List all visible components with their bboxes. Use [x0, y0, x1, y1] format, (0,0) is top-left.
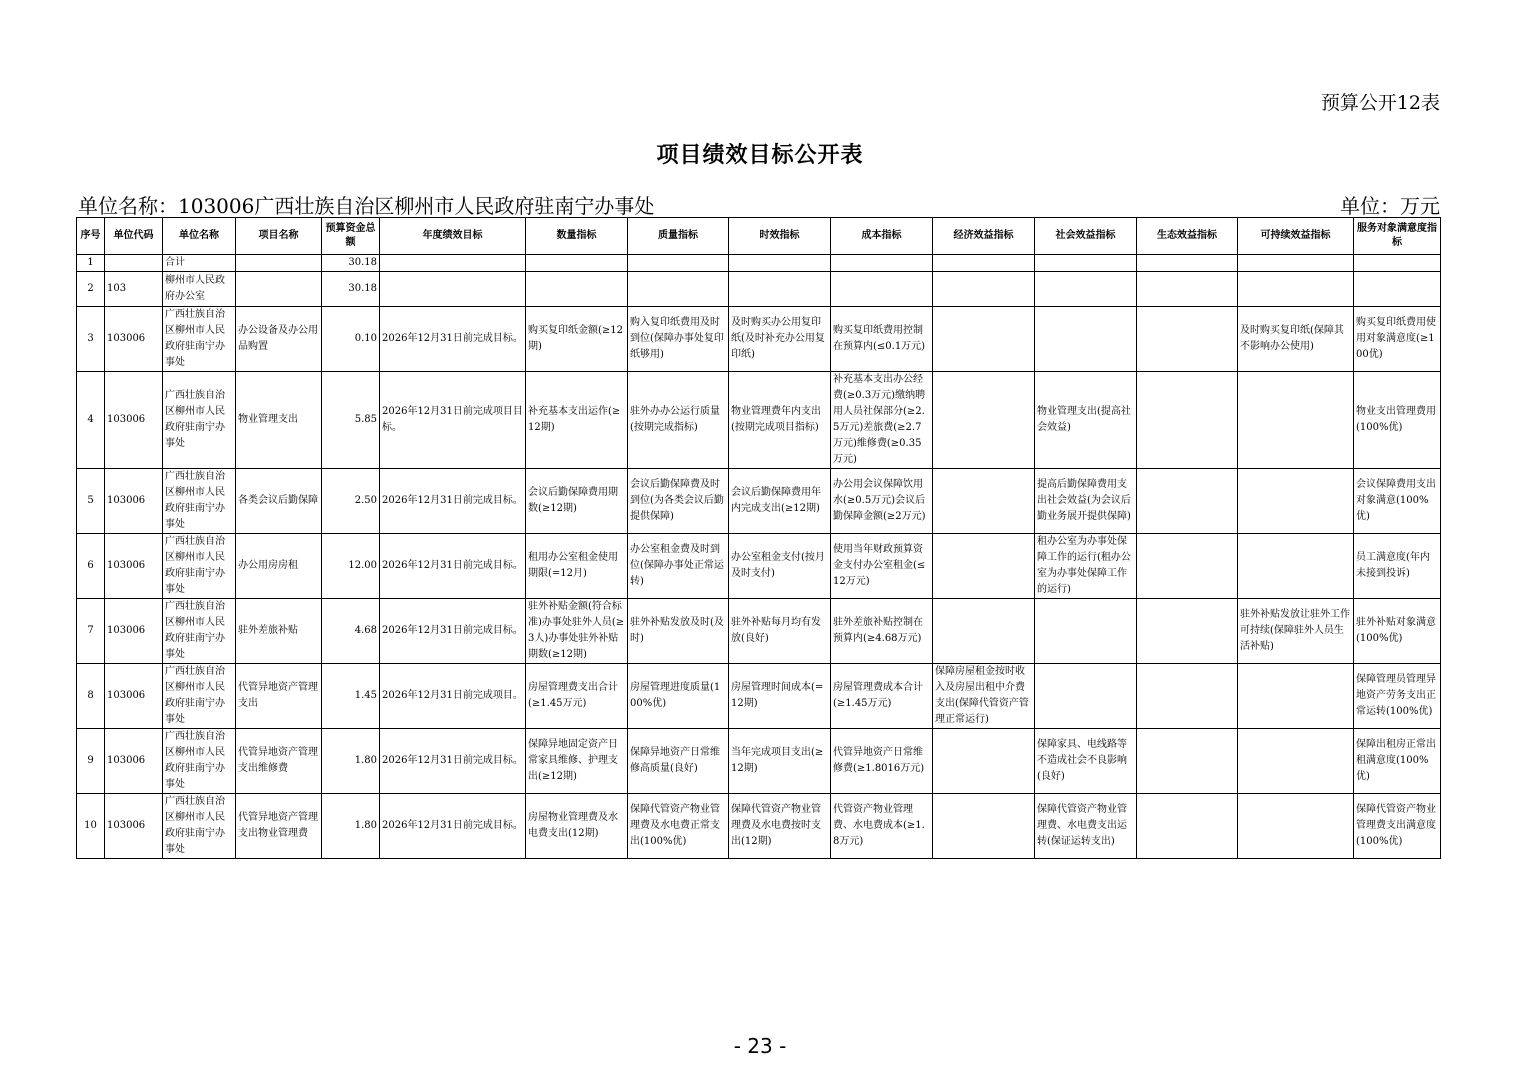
table-cell: [1137, 664, 1238, 729]
table-cell: [236, 255, 322, 272]
table-row: [77, 729, 1441, 794]
table-cell: 柳州市人民政府办公室: [163, 272, 236, 307]
table-cell: 驻外补贴发放让驻外工作可持续(保障驻外人员生活补贴): [1238, 599, 1354, 664]
table-cell: 广西壮族自治区柳州市人民政府驻南宁办事处: [163, 664, 236, 729]
table-cell: [1137, 372, 1238, 469]
table-cell: 103006: [105, 729, 163, 794]
table-cell: [933, 534, 1035, 599]
table-cell: [1035, 272, 1137, 307]
table-cell: 租办公室为办事处保障工作的运行(租办公室为办事处保障工作的运行): [1035, 534, 1137, 599]
column-header: 数量指标: [526, 218, 628, 255]
table-cell: 房屋管理费支出合计(≥1.45万元): [526, 664, 628, 729]
column-header: 单位代码: [105, 218, 163, 255]
table-header: [77, 218, 1441, 255]
column-header: 经济效益指标: [933, 218, 1035, 255]
table-cell: 103006: [105, 372, 163, 469]
table-cell: [933, 794, 1035, 859]
table-cell: 广西壮族自治区柳州市人民政府驻南宁办事处: [163, 307, 236, 372]
table-cell: 广西壮族自治区柳州市人民政府驻南宁办事处: [163, 794, 236, 859]
table-cell: 各类会议后勤保障: [236, 469, 322, 534]
column-header: 社会效益指标: [1035, 218, 1137, 255]
table-cell: [105, 255, 163, 272]
table-cell: 保障代管资产物业管理费及水电费按时支出(12期): [729, 794, 831, 859]
table-row: [77, 469, 1441, 534]
table-cell: [933, 372, 1035, 469]
table-cell: [1137, 794, 1238, 859]
table-cell: 保障代管资产物业管理费支出满意度(100%优): [1354, 794, 1441, 859]
table-cell: 补充基本支出运作(≥12期): [526, 372, 628, 469]
table-cell: 物业支出管理费用(100%优): [1354, 372, 1441, 469]
table-cell: [380, 272, 526, 307]
table-cell: 当年完成项目支出(≥12期): [729, 729, 831, 794]
table-cell: 驻外补贴对象满意(100%优): [1354, 599, 1441, 664]
column-header: 可持续效益指标: [1238, 218, 1354, 255]
table-cell: 房屋物业管理费及水电费支出(12期): [526, 794, 628, 859]
table-cell: [1035, 307, 1137, 372]
performance-table: [76, 217, 1441, 859]
column-header: 预算资金总额: [322, 218, 380, 255]
table-cell: 7: [77, 599, 105, 664]
unit-name: 单位名称：103006广西壮族自治区柳州市人民政府驻南宁办事处: [78, 194, 655, 218]
table-cell: 30.18: [322, 272, 380, 307]
table-cell: [1137, 599, 1238, 664]
table-cell: [1035, 255, 1137, 272]
table-cell: [380, 255, 526, 272]
page-title: 项目绩效目标公开表: [656, 142, 864, 168]
table-cell: 合计: [163, 255, 236, 272]
table-row: [77, 599, 1441, 664]
column-header: 质量指标: [628, 218, 729, 255]
table-cell: 驻外补贴金额(符合标准)办事处驻外人员(≥3人)办事处驻外补贴期数(≥12期): [526, 599, 628, 664]
table-cell: 30.18: [322, 255, 380, 272]
table-cell: 驻外补贴每月均有发放(良好): [729, 599, 831, 664]
table-cell: 会议后勤保障费用期数(≥12期): [526, 469, 628, 534]
table-cell: 广西壮族自治区柳州市人民政府驻南宁办事处: [163, 599, 236, 664]
table-cell: 4.68: [322, 599, 380, 664]
table-cell: 103006: [105, 307, 163, 372]
table-cell: 103006: [105, 664, 163, 729]
column-header: 单位名称: [163, 218, 236, 255]
table-cell: 购买复印纸费用使用对象满意度(≥100优): [1354, 307, 1441, 372]
table-cell: [729, 255, 831, 272]
table-body: [77, 255, 1441, 859]
table-cell: 2026年12月31日前完成目标。: [380, 307, 526, 372]
table-cell: 代管异地资产管理支出物业管理费: [236, 794, 322, 859]
table-cell: [933, 599, 1035, 664]
table-cell: [933, 272, 1035, 307]
table-cell: 9: [77, 729, 105, 794]
page-number: - 23 -: [733, 1034, 787, 1058]
table-cell: [1137, 729, 1238, 794]
table-cell: 保障代管资产物业管理费及水电费正常支出(100%优): [628, 794, 729, 859]
table-cell: 办公室租金费及时到位(保障办事处正常运转): [628, 534, 729, 599]
table-cell: 保障家具、电线路等不造成社会不良影响(良好): [1035, 729, 1137, 794]
table-cell: 2026年12月31日前完成项目目标。: [380, 372, 526, 469]
table-cell: [1238, 729, 1354, 794]
table-cell: 2: [77, 272, 105, 307]
table-cell: 物业管理费年内支出(按期完成项目指标): [729, 372, 831, 469]
table-cell: 购买复印纸费用控制在预算内(≤0.1万元): [831, 307, 933, 372]
table-cell: 4: [77, 372, 105, 469]
table-cell: 房屋管理时间成本(=12期): [729, 664, 831, 729]
table-cell: 物业管理支出: [236, 372, 322, 469]
table-row: [77, 255, 1441, 272]
table-cell: [1137, 469, 1238, 534]
column-header: 服务对象满意度指标: [1354, 218, 1441, 255]
column-header: 生态效益指标: [1137, 218, 1238, 255]
table-cell: 5: [77, 469, 105, 534]
table-cell: [1137, 272, 1238, 307]
table-cell: 使用当年财政预算资金支付办公室租金(≤12万元): [831, 534, 933, 599]
table-cell: 代管资产物业管理费、水电费成本(≥1.8万元): [831, 794, 933, 859]
table-cell: 2026年12月31日前完成目标。: [380, 599, 526, 664]
table-cell: [831, 255, 933, 272]
table-cell: 保障异地资产日常维修高质量(良好): [628, 729, 729, 794]
table-cell: 1.80: [322, 794, 380, 859]
table-cell: 代管异地资产管理支出: [236, 664, 322, 729]
table-cell: 员工满意度(年内未接到投诉): [1354, 534, 1441, 599]
table-cell: 购买复印纸金额(≥12期): [526, 307, 628, 372]
table-cell: [1137, 255, 1238, 272]
table-cell: 103006: [105, 599, 163, 664]
table-cell: 购入复印纸费用及时到位(保障办事处复印纸够用): [628, 307, 729, 372]
table-cell: 办公用房房租: [236, 534, 322, 599]
unit-label: 单位：万元: [1340, 194, 1440, 218]
table-cell: [831, 272, 933, 307]
table-cell: 广西壮族自治区柳州市人民政府驻南宁办事处: [163, 729, 236, 794]
table-cell: 3: [77, 307, 105, 372]
table-cell: 保障管理员管理异地资产劳务支出正常运转(100%优): [1354, 664, 1441, 729]
table-cell: 广西壮族自治区柳州市人民政府驻南宁办事处: [163, 534, 236, 599]
table-cell: 补充基本支出办公经费(≥0.3万元)缴纳聘用人员社保部分(≥2.5万元)差旅费(≥2.7万元)维修费(≥0.35万元): [831, 372, 933, 469]
table-cell: 房屋管理进度质量(100%优): [628, 664, 729, 729]
table-cell: [1137, 534, 1238, 599]
table-cell: 提高后勤保障费用支出社会效益(为会议后勤业务展开提供保障): [1035, 469, 1137, 534]
table-cell: [1354, 255, 1441, 272]
table-row: [77, 307, 1441, 372]
column-header: 年度绩效目标: [380, 218, 526, 255]
table-cell: [1137, 307, 1238, 372]
table-cell: 办公室租金支付(按月及时支付): [729, 534, 831, 599]
table-cell: 物业管理支出(提高社会效益): [1035, 372, 1137, 469]
table-cell: 6: [77, 534, 105, 599]
table-cell: 房屋管理费成本合计(≥1.45万元): [831, 664, 933, 729]
table-row: [77, 534, 1441, 599]
table-cell: [729, 272, 831, 307]
table-cell: [1238, 469, 1354, 534]
table-cell: 驻外补贴发放及时(及时): [628, 599, 729, 664]
table-row: [77, 372, 1441, 469]
table-cell: 1.80: [322, 729, 380, 794]
table-cell: 保障房屋租金按时收入及房屋出租中介费支出(保障代管资产管理正常运行): [933, 664, 1035, 729]
table-cell: 代管异地资产管理支出维修费: [236, 729, 322, 794]
table-cell: [628, 272, 729, 307]
table-cell: [1035, 664, 1137, 729]
table-row: [77, 664, 1441, 729]
table-cell: [1238, 272, 1354, 307]
table-cell: [526, 255, 628, 272]
table-cell: 10: [77, 794, 105, 859]
table-cell: 103006: [105, 534, 163, 599]
table-cell: 代管异地资产日常维修费(≥1.8016万元): [831, 729, 933, 794]
table-cell: 103: [105, 272, 163, 307]
table-cell: 103006: [105, 794, 163, 859]
table-cell: [933, 729, 1035, 794]
table-code: 预算公开12表: [1320, 92, 1440, 114]
table-cell: [628, 255, 729, 272]
table-cell: 会议后勤保障费用年内完成支出(≥12期): [729, 469, 831, 534]
column-header: 成本指标: [831, 218, 933, 255]
column-header: 项目名称: [236, 218, 322, 255]
table-cell: 保障代管资产物业管理费、水电费支出运转(保证运转支出): [1035, 794, 1137, 859]
table-cell: 保障异地固定资产日常家具维修、护理支出(≥12期): [526, 729, 628, 794]
table-cell: 1.45: [322, 664, 380, 729]
table-cell: [1238, 372, 1354, 469]
table-cell: [933, 307, 1035, 372]
table-cell: 驻外差旅补贴控制在预算内(≥4.68万元): [831, 599, 933, 664]
table-cell: [1238, 255, 1354, 272]
table-cell: 广西壮族自治区柳州市人民政府驻南宁办事处: [163, 372, 236, 469]
column-header: 时效指标: [729, 218, 831, 255]
table-cell: [1035, 599, 1137, 664]
table-cell: [933, 255, 1035, 272]
table-cell: 驻外办办公运行质量(按期完成指标): [628, 372, 729, 469]
table-row: [77, 272, 1441, 307]
table-cell: 办公设备及办公用品购置: [236, 307, 322, 372]
table-cell: 会议保障费用支出对象满意(100%优): [1354, 469, 1441, 534]
table-row: [77, 794, 1441, 859]
table-cell: 保障出租房正常出租满意度(100%优): [1354, 729, 1441, 794]
table-cell: 及时购买复印纸(保障其不影响办公使用): [1238, 307, 1354, 372]
table-cell: 2.50: [322, 469, 380, 534]
table-cell: 8: [77, 664, 105, 729]
table-cell: 会议后勤保障费及时到位(为各类会议后勤提供保障): [628, 469, 729, 534]
table-cell: 5.85: [322, 372, 380, 469]
table-cell: 2026年12月31日前完成目标。: [380, 794, 526, 859]
table-cell: [526, 272, 628, 307]
table-cell: 2026年12月31日前完成目标。: [380, 729, 526, 794]
unit-line: [78, 190, 1440, 219]
table-cell: [933, 469, 1035, 534]
table-cell: 2026年12月31日前完成目标。: [380, 469, 526, 534]
table-cell: 0.10: [322, 307, 380, 372]
table-cell: 2026年12月31日前完成目标。: [380, 534, 526, 599]
table-cell: [236, 272, 322, 307]
table-cell: [1238, 794, 1354, 859]
column-header: 序号: [77, 218, 105, 255]
table-cell: 广西壮族自治区柳州市人民政府驻南宁办事处: [163, 469, 236, 534]
table-cell: [1238, 664, 1354, 729]
table-cell: 103006: [105, 469, 163, 534]
header-row: [77, 218, 1441, 255]
table-cell: 12.00: [322, 534, 380, 599]
table-cell: 驻外差旅补贴: [236, 599, 322, 664]
table-cell: 办公用会议保障饮用水(≥0.5万元)会议后勤保障金额(≥2万元): [831, 469, 933, 534]
table-cell: 1: [77, 255, 105, 272]
table-cell: 租用办公室租金使用期限(=12月): [526, 534, 628, 599]
table-cell: [1354, 272, 1441, 307]
table-cell: 2026年12月31日前完成项目。: [380, 664, 526, 729]
table-cell: [1238, 534, 1354, 599]
table-cell: 及时购买办公用复印纸(及时补充办公用复印纸): [729, 307, 831, 372]
